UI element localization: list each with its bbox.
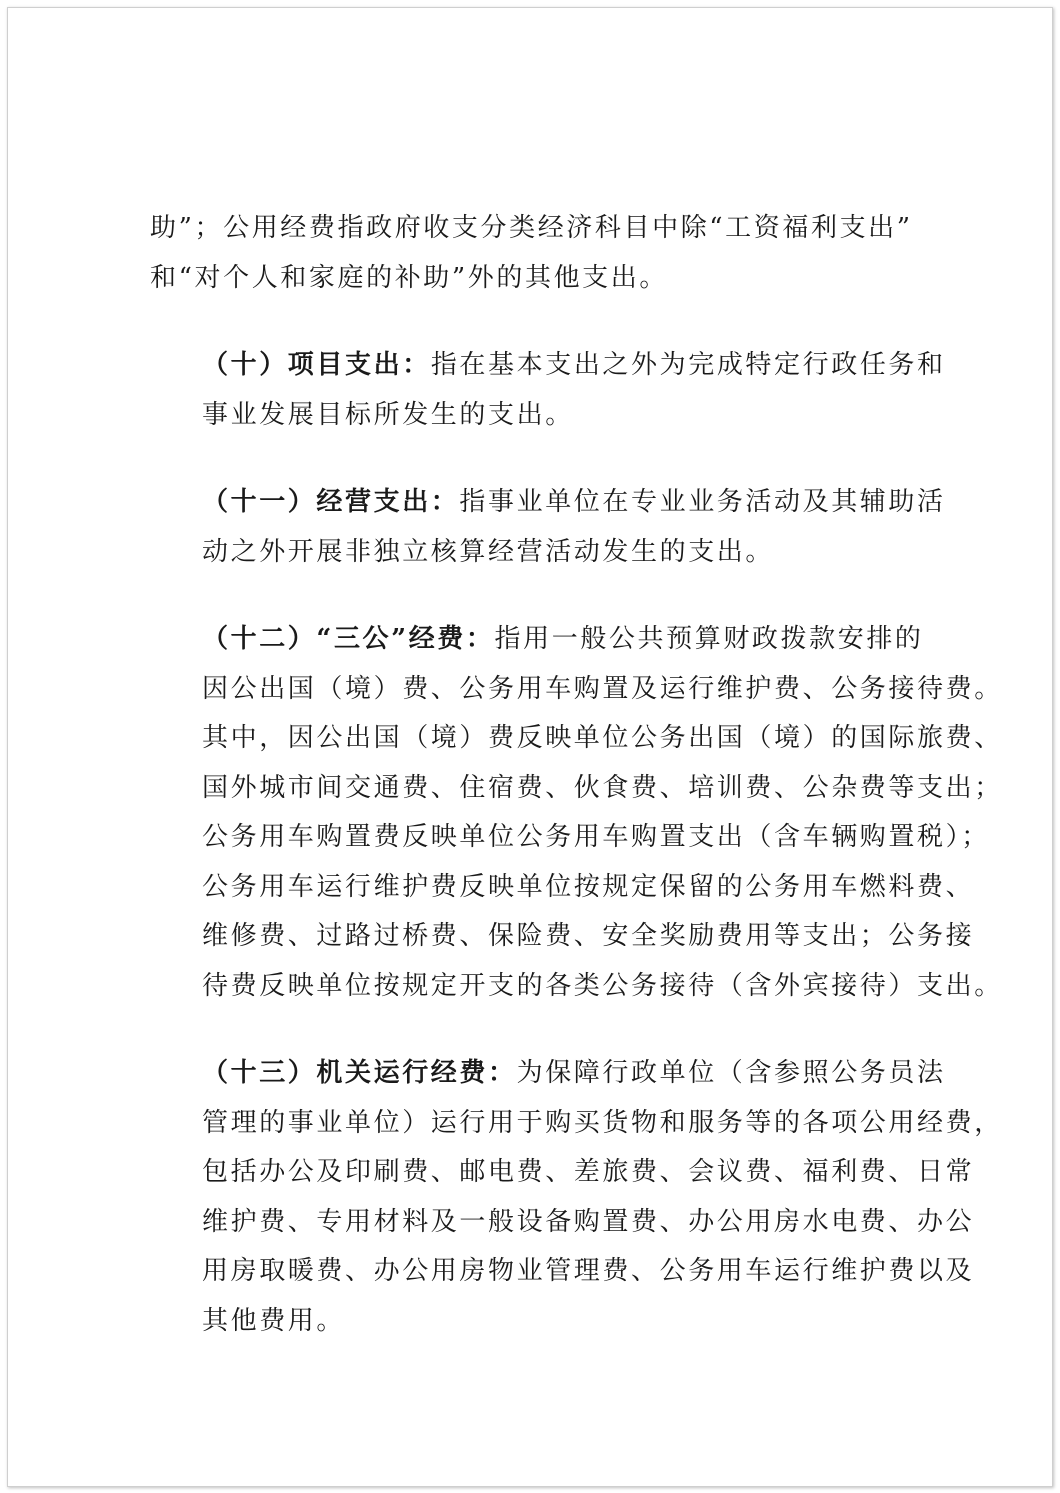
paragraph-agency-operating-costs [150, 1049, 1003, 1346]
text-line: 公务用车运行维护费反映单位按规定保留的公务用车燃料费、 [202, 871, 975, 902]
text-line: 维修费、过路过桥费、保险费、安全奖励费用等支出；公务接 [202, 921, 975, 951]
paragraph-three-public-expenses [150, 615, 1003, 1011]
text-fragment: 为保障行政单位（含参照公务员法 [516, 1058, 946, 1088]
text-line: 其中，因公出国（境）费反映单位公务出国（境）的国际旅费、 [202, 723, 1003, 753]
text-line [150, 341, 950, 391]
document-page [7, 7, 1053, 1487]
section-heading: （十三）机关运行经费： [202, 1058, 517, 1088]
text-line [150, 615, 950, 665]
text-line: 维护费、专用材料及一般设备购置费、办公用房水电费、办公 [202, 1206, 975, 1237]
text-line [150, 478, 950, 528]
text-line: 用房取暖费、办公用房物业管理费、公务用车运行维护费以及 [202, 1256, 975, 1286]
text-line: 其他费用。 [202, 1305, 346, 1336]
section-heading: （十一）经营支出： [202, 487, 460, 517]
text-line: 动之外开展非独立核算经营活动发生的支出。 [202, 536, 775, 567]
text-fragment: 指事业单位在专业业务活动及其辅助活 [459, 487, 946, 517]
text-line: 公务用车购置费反映单位公务用车购置支出（含车辆购置税）； [202, 822, 990, 852]
section-heading: （十二）“三公”经费： [202, 624, 495, 654]
paragraph-operating-expenditure [150, 478, 950, 577]
page-body [150, 204, 1003, 1384]
text-fragment: 指在基本支出之外为完成特定行政任务和 [430, 350, 946, 380]
text-line [150, 1049, 950, 1099]
text-line: 包括办公及印刷费、邮电费、差旅费、会议费、福利费、日常 [202, 1157, 975, 1187]
paragraph-public-expenses-continued [150, 204, 950, 303]
paragraph-project-expenditure [150, 341, 950, 440]
text-line: 事业发展目标所发生的支出。 [202, 399, 574, 430]
text-line: 管理的事业单位）运行用于购买货物和服务等的各项公用经费， [202, 1107, 1003, 1138]
text-fragment: 指用一般公共预算财政拨款安排的 [494, 624, 924, 654]
text-line: 待费反映单位按规定开支的各类公务接待（含外宾接待）支出。 [202, 970, 1003, 1001]
text-line: 国外城市间交通费、住宿费、伙食费、培训费、公杂费等支出； [202, 772, 1003, 803]
text-line: 和“对个人和家庭的补助”外的其他支出。 [150, 262, 668, 293]
text-line: 因公出国（境）费、公务用车购置及运行维护费、公务接待费。 [202, 673, 1003, 704]
text-line: 助”；公用经费指政府收支分类经济科目中除“工资福利支出” [150, 213, 913, 243]
section-heading: （十）项目支出： [202, 350, 431, 380]
